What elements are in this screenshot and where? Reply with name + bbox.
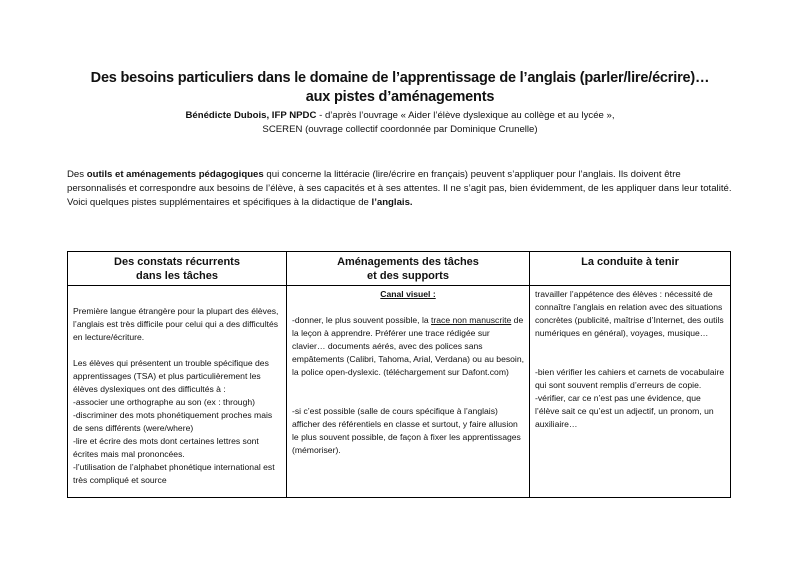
intro-bold: l’anglais. — [371, 197, 413, 208]
constats-para: Les élèves qui présentent un trouble spécifique des apprentissages (TSA) et plus particulièrement les élèves dyslexiques ont des difficultés à : — [73, 358, 269, 394]
source-reference: - d’après l’ouvrage « Aider l’élève dyslexique au collège et au lycée », — [316, 110, 615, 121]
intro-text: Des — [67, 169, 87, 180]
canal-visuel-heading: Canal visuel : — [380, 289, 436, 299]
document-title-line2: aux pistes d’aménagements — [305, 89, 495, 105]
conduite-para: travailler l’appétence des élèves : nécessité de connaître l’anglais en relation avec des situations concrètes (publicité, maîtrise d’Internet, des outils numériques en général), voyages, musique… — [535, 289, 724, 338]
header-line: et des supports — [367, 270, 449, 282]
header-line: Des constats récurrents — [114, 256, 240, 268]
cell-constats — [68, 286, 287, 498]
document-title: Des besoins particuliers dans le domaine de l’apprentissage de l’anglais (parler/lire/écrire)… — [90, 70, 710, 86]
cell-conduite — [530, 286, 731, 498]
constats-item: -associer une orthographe au son (ex : through) — [73, 397, 256, 407]
header-line: Aménagements des tâches — [337, 256, 479, 268]
amenagement-text: -donner, le plus souvent possible, la — [292, 315, 432, 325]
amenagement-para: -si c’est possible (salle de cours spécifique à l’anglais) afficher des référentiels en classe et surtout, y faire allusion le plus souvent possible, de façon à fixer les apprentissages (mémoriser). — [292, 406, 521, 455]
constats-item: -lire et écrire des mots dont certaines lettres sont écrites mais mal prononcées. — [73, 436, 259, 459]
intro-paragraph — [67, 168, 737, 210]
constats-item: -discriminer des mots phonétiquement proches mais de sens différents (were/where) — [73, 410, 273, 433]
column-header-amenagements — [287, 252, 530, 286]
constats-item: -l’utilisation de l’alphabet phonétique international est très compliqué et source — [73, 462, 275, 485]
amenagement-para — [292, 314, 524, 379]
header-line: dans les tâches — [136, 270, 218, 282]
author-line — [0, 110, 800, 121]
cell-amenagements — [287, 286, 530, 498]
conduite-para: -bien vérifier les cahiers et carnets de vocabulaire qui sont souvent remplis d’erreurs de copie. — [535, 367, 725, 390]
table-row — [68, 286, 731, 498]
constats-para: Première langue étrangère pour la plupart des élèves, l’anglais est très difficile pour celui qui a des difficultés en lecture/écriture. — [73, 306, 279, 342]
table-header-row — [68, 252, 731, 286]
author-name: Bénédicte Dubois, IFP NPDC — [185, 110, 317, 121]
amenagement-underlined: trace non manuscrite — [431, 315, 512, 325]
column-header-conduite — [530, 252, 731, 286]
intro-bold: outils et aménagements pédagogiques — [86, 169, 264, 180]
conduite-para: -vérifier, car ce n’est pas une évidence, que l’élève sait ce qu’est un adjectif, un pronom, un auxiliaire… — [535, 393, 714, 429]
intro-text: qui concerne la littéracie (lire/écrire en français) peuvent s’appliquer pour l’anglais. Ils doivent être personnalisés et correspondre aux besoins de l’élève, à ses capacités et à ses attentes. Il ne s’agit pas, bien évidemment, de les appliquer dans leur totalité. Voici quelques pistes supplémentaires et spécifiques à la didactique de — [67, 169, 732, 208]
amenagement-text: de la leçon à apprendre. Préférer une trace rédigée sur clavier… documents aérés, avec des polices sans empâtements (Calibri, Tahoma, Arial, Verdana) ou au besoin, la police open-dyslexic. (téléchargement sur Dafont.com) — [292, 315, 525, 377]
header-line: La conduite à tenir — [581, 256, 679, 268]
source-line: SCEREN (ouvrage collectif coordonnée par Dominique Crunelle) — [262, 124, 538, 135]
column-header-constats — [68, 252, 287, 286]
recommendations-table — [67, 251, 731, 498]
